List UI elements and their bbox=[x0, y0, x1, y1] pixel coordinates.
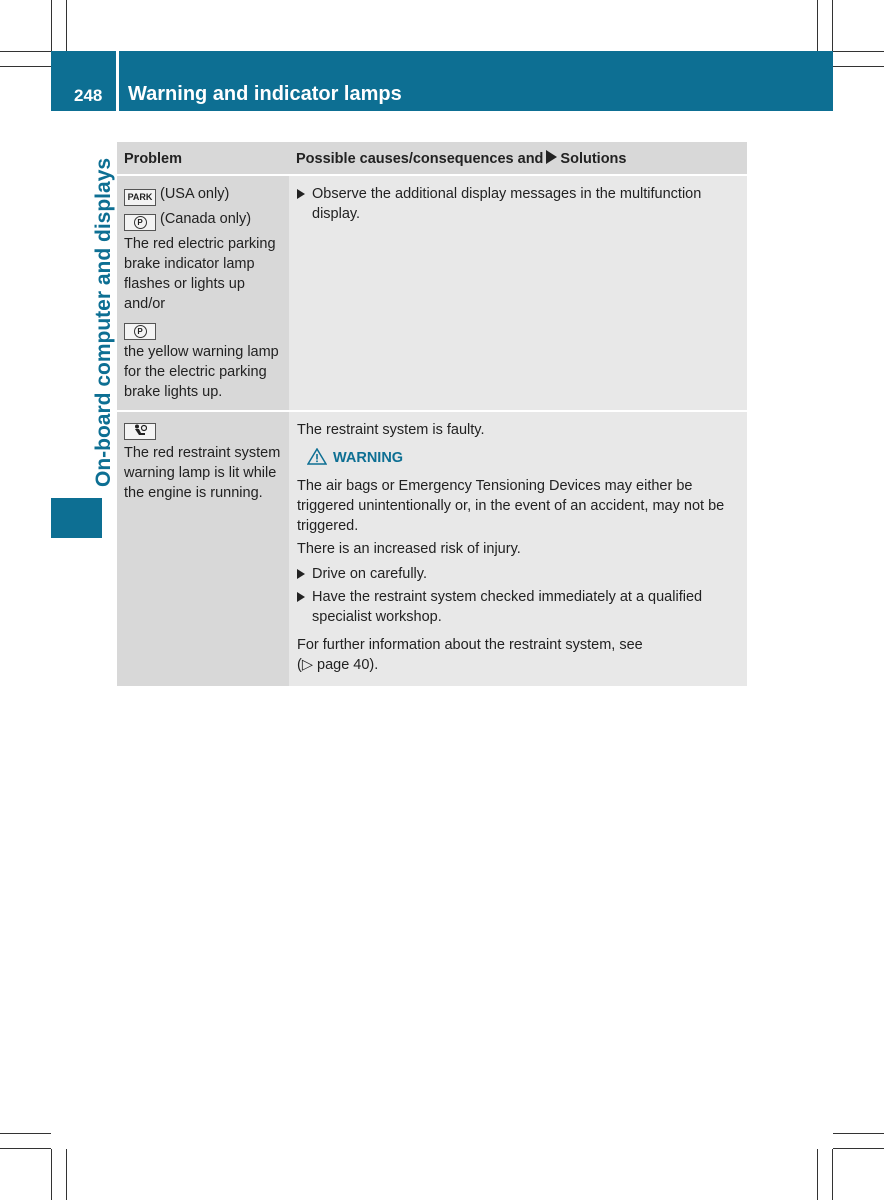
crop-mark bbox=[817, 1149, 818, 1200]
column-header-solutions-post: Solutions bbox=[560, 151, 627, 167]
page-number: 248 bbox=[74, 86, 103, 105]
crop-mark bbox=[832, 0, 833, 51]
further-info-text: For further information about the restraint system, see bbox=[297, 637, 643, 653]
usa-line bbox=[124, 184, 283, 206]
arrow-right-icon bbox=[297, 569, 305, 579]
arrow-right-icon bbox=[546, 150, 557, 164]
crop-mark bbox=[0, 51, 51, 52]
warning-triangle-icon bbox=[307, 448, 327, 465]
page-title: Warning and indicator lamps bbox=[128, 83, 402, 105]
arrow-right-icon bbox=[297, 189, 305, 199]
solution-step bbox=[297, 587, 741, 627]
column-header-solutions bbox=[289, 142, 747, 175]
problem-cell bbox=[117, 175, 289, 411]
cause-text: The restraint system is faulty. bbox=[297, 422, 485, 438]
header-divider bbox=[116, 51, 119, 111]
solution-step-text: Drive on carefully. bbox=[312, 566, 427, 582]
risk-text: There is an increased risk of injury. bbox=[297, 541, 521, 557]
table-row bbox=[117, 175, 747, 411]
crop-mark bbox=[66, 1149, 67, 1200]
crop-mark bbox=[0, 1133, 51, 1134]
solution-step-text: Observe the additional display messages in the multifunction display. bbox=[312, 186, 702, 222]
column-header-solutions-pre: Possible causes/consequences and bbox=[296, 151, 544, 167]
section-tab bbox=[51, 498, 102, 538]
crop-mark bbox=[817, 0, 818, 51]
crop-mark bbox=[66, 0, 67, 51]
problem-text: The red electric parking brake indicator lamp flashes or lights up and/or bbox=[124, 236, 276, 312]
warning-label: WARNING bbox=[333, 450, 404, 466]
warning-heading bbox=[307, 448, 741, 468]
table-header-row bbox=[117, 142, 747, 175]
p-circle-icon: P bbox=[134, 216, 147, 229]
parking-brake-icon bbox=[124, 323, 156, 340]
crop-mark bbox=[833, 51, 884, 52]
park-brake-icon: PARK bbox=[124, 189, 156, 206]
table-row bbox=[117, 411, 747, 686]
canada-only-text: (Canada only) bbox=[160, 211, 252, 227]
problem-text: The red restraint system warning lamp is lit while the engine is running. bbox=[124, 445, 281, 501]
crop-mark bbox=[0, 1148, 51, 1149]
usa-only-text: (USA only) bbox=[160, 186, 230, 202]
parking-brake-yellow-line bbox=[124, 318, 283, 340]
column-header-problem: Problem bbox=[117, 142, 289, 175]
crop-mark bbox=[833, 1148, 884, 1149]
problem-text-2: the yellow warning lamp for the electric parking brake lights up. bbox=[124, 344, 279, 400]
crop-mark bbox=[833, 1133, 884, 1134]
solution-step bbox=[297, 184, 741, 224]
p-circle-icon: P bbox=[134, 325, 147, 338]
problem-solution-table bbox=[117, 142, 747, 686]
solution-cell bbox=[289, 175, 747, 411]
crop-mark bbox=[0, 66, 51, 67]
warning-text: The air bags or Emergency Tensioning Devices may either be triggered unintentionally or, in the event of an accident, may not be triggered. bbox=[297, 478, 725, 534]
restraint-icon-line bbox=[124, 420, 283, 440]
section-label: On-board computer and displays bbox=[92, 157, 115, 487]
page-reference-link[interactable]: (▷ page 40). bbox=[297, 657, 379, 673]
solution-step bbox=[297, 564, 741, 584]
restraint-system-icon bbox=[124, 423, 156, 440]
crop-mark bbox=[833, 66, 884, 67]
crop-mark bbox=[832, 1149, 833, 1200]
canada-line bbox=[124, 209, 283, 231]
crop-mark bbox=[51, 0, 52, 51]
solution-cell bbox=[289, 411, 747, 686]
further-info bbox=[297, 635, 741, 675]
parking-brake-icon bbox=[124, 214, 156, 231]
solution-step-text: Have the restraint system checked immediately at a qualified specialist workshop. bbox=[312, 589, 703, 625]
arrow-right-icon bbox=[297, 592, 305, 602]
problem-cell bbox=[117, 411, 289, 686]
crop-mark bbox=[51, 1149, 52, 1200]
